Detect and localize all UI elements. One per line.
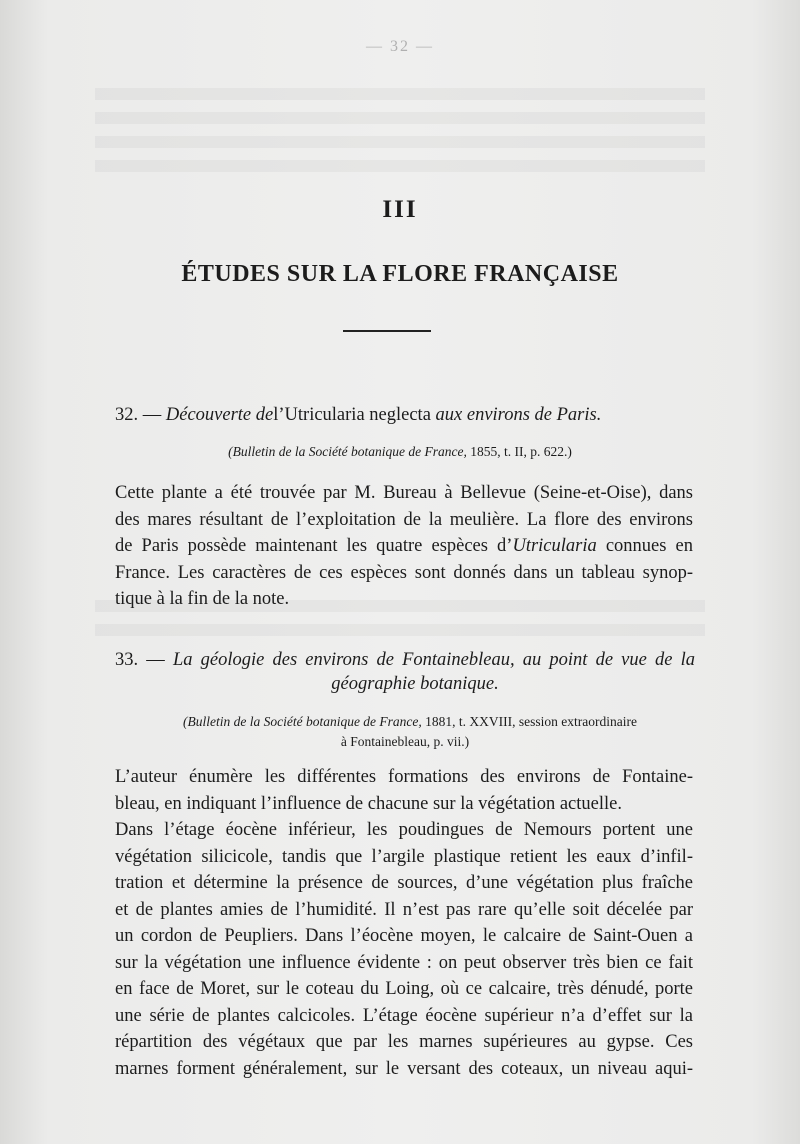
entry-title-part: aux environs de Paris. (435, 405, 602, 425)
section-number: III (382, 196, 418, 223)
source-journal: (Bulletin de la Société botanique de France, (182, 714, 422, 729)
entry-title-part: géographie botanique. (331, 674, 499, 694)
paragraph-line: et de plantes amies de l’humidité. Il n’est pas rare qu’elle soit décelée par (115, 899, 693, 920)
paragraph-line: un cordon de Peupliers. Dans l’éocène moyen, le calcaire de Saint-Ouen a (115, 926, 693, 946)
entry-title-part: Découverte de (165, 405, 274, 425)
paragraph-line: une série de plantes calcicoles. L’étage éocène supérieur n’a d’effet sur la (115, 1005, 693, 1026)
paragraph-line: Dans l’étage éocène inférieur, les poudingues de Nemours portent une (115, 820, 693, 840)
entry-title-part: La géologie des environs de Fontainebleau, au point de vue de la (172, 650, 696, 670)
paragraph-line: en face de Moret, sur le coteau du Loing, où ce calcaire, très dénudé, porte (115, 979, 693, 999)
paragraph-line: végétation silicicole, tandis que l’argile plastique retient les eaux d’infil- (115, 846, 693, 867)
entry-title-part: l’ (273, 405, 285, 425)
paragraph-species: Utricularia (512, 536, 597, 556)
paragraph-line: tration et détermine la présence de sources, d’une végétation plus fraîche (115, 873, 693, 893)
paragraph-line: L’auteur énumère les différentes formations des environs de Fontaine- (115, 767, 693, 787)
entry-number: 33. — (115, 650, 165, 670)
paragraph-line: Cette plante a été trouvée par M. Bureau à Bellevue (Seine-et-Oise), dans (115, 483, 693, 503)
entry-32-paragraph (115, 480, 693, 613)
paragraph-line: tique à la fin de la note. (115, 589, 290, 609)
paragraph-line: des mares résultant de l’exploitation de la meulière. La flore des environs (115, 509, 693, 530)
source-reference: 1855, t. II, p. 622.) (470, 444, 572, 459)
section-title: ÉTUDES SUR LA FLORE FRANÇAISE (181, 261, 619, 287)
source-reference: 1881, t. XXVIII, session extraordinaire (425, 714, 637, 729)
paragraph-line (115, 533, 693, 560)
entry-line (115, 648, 695, 672)
entry-33-heading (115, 648, 695, 696)
entry-32-source (100, 442, 700, 462)
paragraph-line: répartition des végétaux que par les marnes supérieures au gypse. Ces (115, 1032, 693, 1052)
paragraph-text: de Paris possède maintenant les quatre espèces d’ (115, 536, 513, 556)
source-journal: (Bulletin de la Société botanique de France, (228, 444, 467, 459)
show-through-line (95, 136, 705, 148)
entry-33-paragraph-2 (115, 817, 693, 1082)
show-through-line (95, 88, 705, 100)
running-head: — 32 — (366, 38, 434, 55)
paragraph-line: bleau, en indiquant l’influence de chacune sur la végétation actuelle. (115, 793, 622, 814)
show-through-line (95, 160, 705, 172)
paragraph-line: France. Les caractères de ces espèces sont donnés dans un tableau synop- (115, 562, 693, 583)
paragraph-text: connues en (596, 536, 693, 556)
entry-33-paragraph-1 (115, 764, 693, 817)
entry-number: 32. — (115, 405, 162, 425)
show-through-line (95, 112, 705, 124)
source-line: à Fontainebleau, p. vii.) (340, 734, 470, 749)
show-through-line (95, 624, 705, 636)
entry-32-heading (115, 403, 715, 427)
paragraph-line: sur la végétation une influence évidente : on peut observer très bien ce fait (115, 952, 693, 973)
paragraph-line: marnes forment généralement, sur le versant des coteaux, un niveau aqui- (115, 1058, 693, 1079)
entry-33-source (100, 712, 710, 752)
entry-title-species: Utricularia neglecta (284, 405, 431, 425)
section-rule (343, 330, 431, 332)
source-line (100, 712, 710, 732)
